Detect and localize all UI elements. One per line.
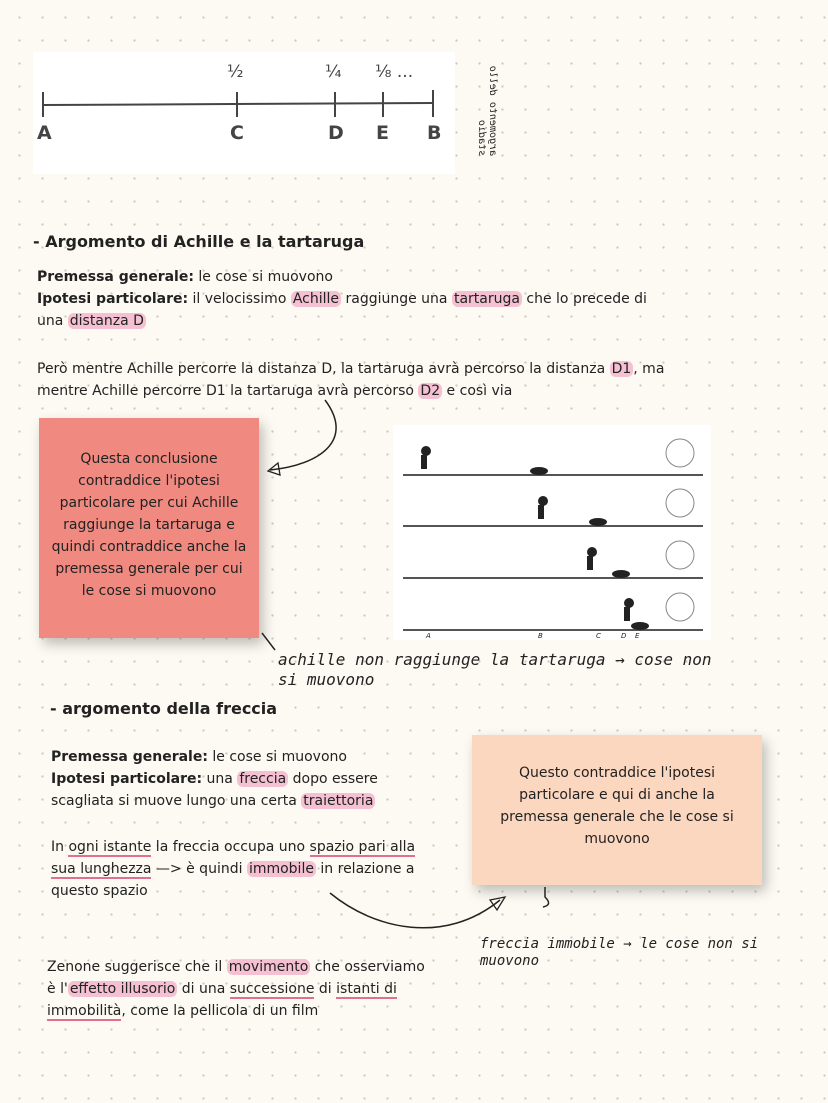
segment-figure [33,52,455,174]
highlight: Achille [292,291,340,307]
text: che lo precede di una [37,291,647,329]
highlight: traiettoria [303,793,374,809]
text: una [202,771,238,787]
freccia-handwritten: freccia immobile → le cose non si muovono [480,936,759,969]
freccia-title: - argomento della freccia [50,699,278,718]
label: Ipotesi particolare: [37,291,189,307]
text: Però mentre Achille percorre la distanza D, la tartaruga avrà percorso la distanza [37,361,610,377]
label-b: B [538,632,543,640]
fraction-half: ½ [227,62,244,82]
zenone-paragraph [47,956,427,1022]
highlight: D1 [611,361,632,377]
text: il velocissimo [188,291,291,307]
achille-title: - Argomento di Achille e la tartaruga [33,232,365,251]
text: la freccia occupa uno [151,839,310,855]
text: , ma mentre Achille percorre D1 la tartaruga avrà percorso [37,361,665,399]
label-d: D [621,632,627,640]
label-a: A [426,632,431,640]
label: Premessa generale: [37,269,194,285]
highlight: movimento [228,959,309,975]
highlight: immobile [248,861,314,877]
text: —> è quindi [151,861,247,877]
highlight: tartaruga [453,291,520,307]
arrow-icon [260,395,350,670]
text: di [314,981,337,997]
point-b: B [427,122,442,144]
text: le cose si muovono [207,749,347,765]
text: di una [177,981,230,997]
race-lines [393,425,711,640]
highlight: effetto illusorio [69,981,176,997]
text: raggiunge una [341,291,452,307]
text: Zenone suggerisce che il [47,959,227,975]
label: Premessa generale: [51,749,208,765]
point-c: C [230,122,244,144]
underline: successione [229,981,315,997]
label: Ipotesi particolare: [51,771,203,787]
highlight: freccia [239,771,287,787]
text: che osserviamo è l' [47,959,425,997]
side-note: argomento dello stadio [476,65,498,156]
text: in relazione a questo spazio [51,861,415,899]
achille-sticky-note [39,418,259,638]
fraction-eighth: ⅛ ... [375,62,414,82]
point-a: A [37,122,52,144]
freccia-sticky-note [472,735,762,885]
text: In [51,839,69,855]
fraction-quarter: ¼ [325,62,342,82]
text: le cose si muovono [193,269,333,285]
text: , come la pellicola di un film [121,1003,319,1019]
underline: spazio pari alla sua lunghezza [51,839,416,877]
text: dopo essere scagliata si muove lungo una certa [51,771,378,809]
freccia-premises [51,746,411,812]
label-c: C [596,632,601,640]
point-e: E [376,122,389,144]
highlight: distanza D [69,313,144,329]
highlight: D2 [420,383,441,399]
point-d: D [328,122,344,144]
underline: istanti di immobilità [47,981,397,1019]
note-text: Questo contraddice l'ipotesi particolare e qui di anche la premessa generale che le cose si muovono [500,765,734,847]
achille-premises [37,266,667,332]
achille-handwritten: achille non raggiunge la tartaruga → cose non si muovono [278,650,712,689]
note-text: Questa conclusione contraddice l'ipotesi particolare per cui Achille raggiunge la tartaruga e quindi contraddice anche la premessa generale per cui le cose si muovono [51,451,247,599]
text: e così via [442,383,513,399]
achille-paragraph [37,358,667,402]
underline: ogni istante [68,839,152,855]
label-e: E [635,632,640,640]
achille-tortoise-figure [393,425,711,640]
